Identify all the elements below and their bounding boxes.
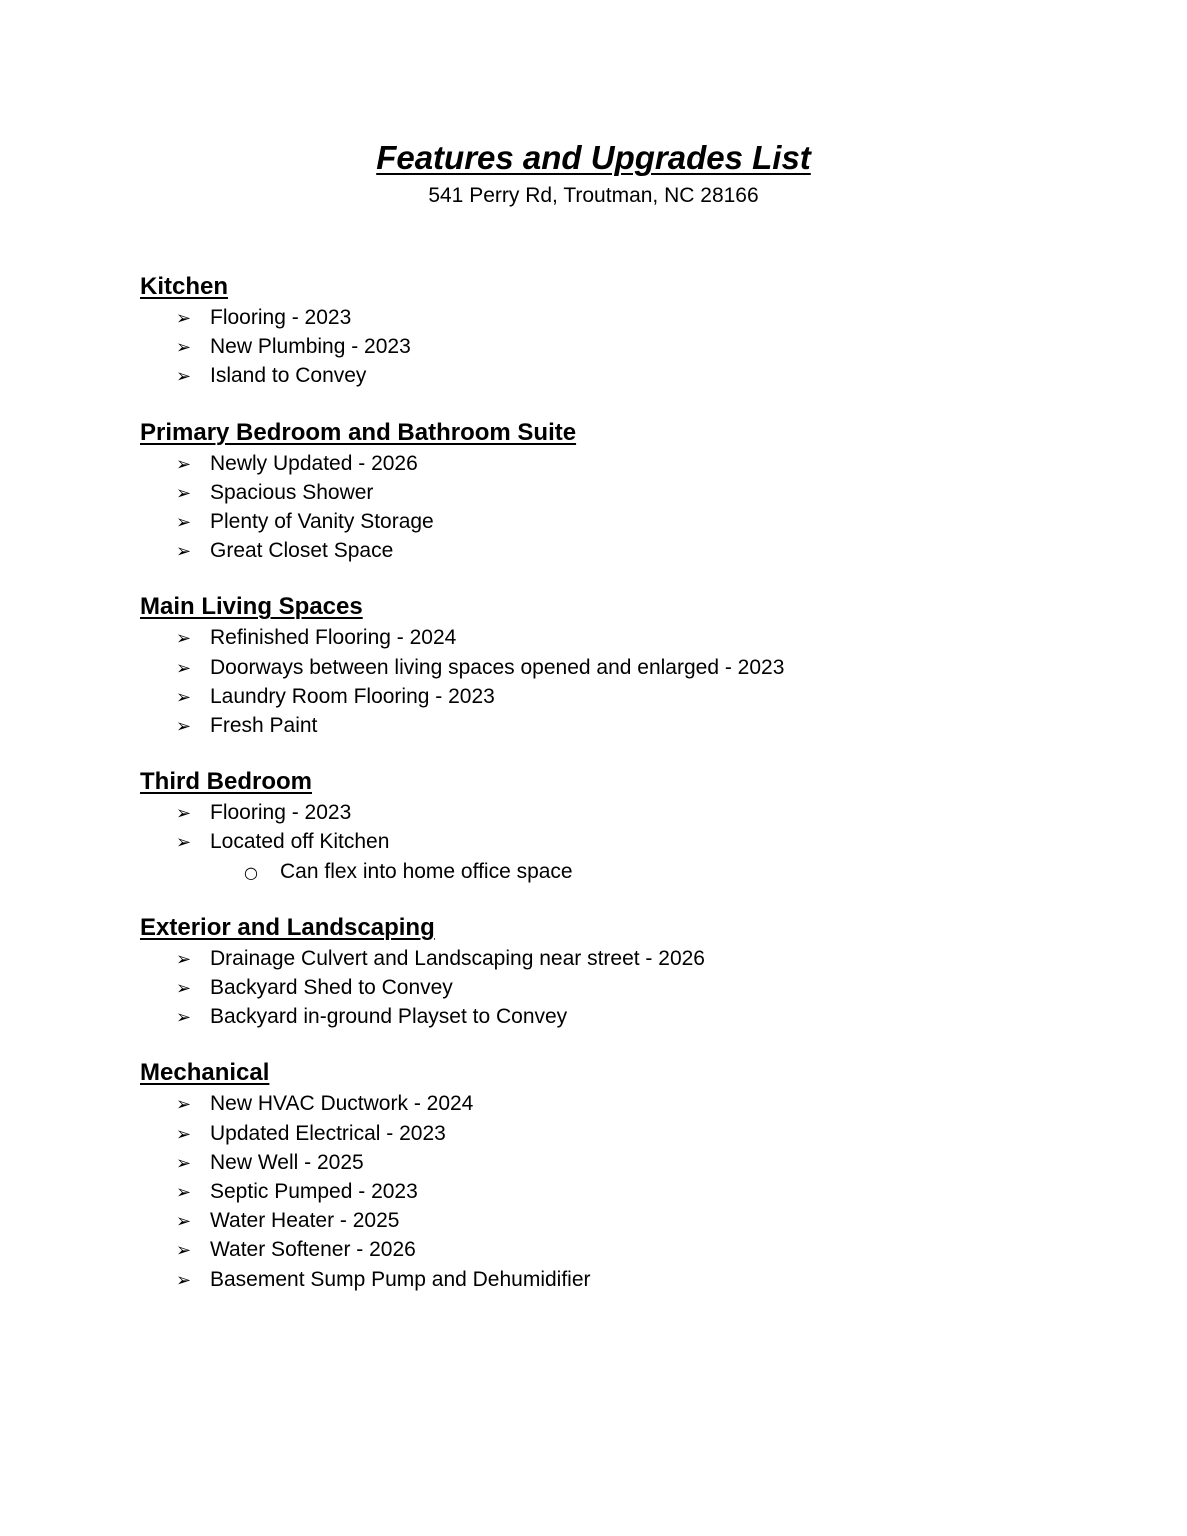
arrowhead-bullet-icon: ➢ [176, 482, 192, 504]
list-item [140, 1207, 1140, 1236]
sections-container [140, 270, 1140, 1319]
list-item-text: Backyard Shed to Convey [210, 976, 453, 1000]
arrowhead-bullet-icon: ➢ [176, 1094, 192, 1116]
list-item-text: Flooring - 2023 [210, 801, 352, 825]
list-item [140, 683, 1140, 712]
section-heading: Kitchen [140, 273, 229, 300]
list-item-text: Newly Updated - 2026 [210, 451, 418, 475]
list-item [140, 333, 1140, 362]
hollow-circle-bullet-icon: ○ [244, 862, 258, 882]
list-item-text: Water Heater - 2025 [210, 1209, 400, 1233]
list-item [140, 479, 1140, 508]
section [140, 590, 1140, 741]
list-item-text: Plenty of Vanity Storage [210, 510, 434, 534]
list-item-text: Backyard in-ground Playset to Convey [210, 1005, 568, 1029]
list-item-text: New HVAC Ductwork - 2024 [210, 1092, 474, 1116]
list-item-text: Laundry Room Flooring - 2023 [210, 684, 495, 708]
section [140, 270, 1140, 392]
list-item-text: Island to Convey [210, 364, 367, 388]
arrowhead-bullet-icon: ➢ [176, 366, 192, 388]
list-item-text: New Well - 2025 [210, 1150, 364, 1174]
list-item [140, 304, 1140, 333]
list-item [140, 450, 1140, 479]
list-item [140, 654, 1140, 683]
list-item-text: Updated Electrical - 2023 [210, 1121, 446, 1145]
sub-list-item [140, 858, 1140, 887]
arrowhead-bullet-icon: ➢ [176, 541, 192, 563]
list-item [140, 828, 1140, 857]
sub-list-item-text: Can flex into home office space [280, 859, 573, 883]
list-item [140, 537, 1140, 566]
arrowhead-bullet-icon: ➢ [176, 803, 192, 825]
arrowhead-bullet-icon: ➢ [176, 453, 192, 475]
list-item [140, 945, 1140, 974]
list-item-text: Great Closet Space [210, 539, 394, 563]
arrowhead-bullet-icon: ➢ [176, 628, 192, 650]
list-item-text: Doorways between living spaces opened and enlarged - 2023 [210, 655, 785, 679]
list-item [140, 624, 1140, 653]
list-item-text: New Plumbing - 2023 [210, 335, 411, 359]
list-item [140, 1090, 1140, 1119]
list-item-text: Flooring - 2023 [210, 306, 352, 329]
section-heading: Exterior and Landscaping [140, 913, 435, 941]
list-item-text: Fresh Paint [210, 714, 318, 738]
list-item-text: Refinished Flooring - 2024 [210, 626, 457, 650]
property-address: 541 Perry Rd, Troutman, NC 28166 [428, 184, 759, 207]
document-title: Features and Upgrades List [376, 139, 811, 176]
arrowhead-bullet-icon: ➢ [176, 1211, 192, 1233]
list-item-text: Located off Kitchen [210, 830, 390, 854]
arrowhead-bullet-icon: ➢ [176, 832, 192, 854]
arrowhead-bullet-icon: ➢ [176, 686, 192, 708]
section [140, 765, 1140, 887]
list-item [140, 1003, 1140, 1032]
list-item-text: Septic Pumped - 2023 [210, 1180, 418, 1204]
arrowhead-bullet-icon: ➢ [176, 1152, 192, 1174]
arrowhead-bullet-icon: ➢ [176, 948, 192, 970]
list-item-text: Basement Sump Pump and Dehumidifier [210, 1267, 591, 1291]
section-heading: Third Bedroom [140, 768, 312, 796]
arrowhead-bullet-icon: ➢ [176, 1123, 192, 1145]
arrowhead-bullet-icon: ➢ [176, 1182, 192, 1204]
list-item [140, 1236, 1140, 1265]
list-item [140, 1120, 1140, 1149]
section-heading: Main Living Spaces [140, 593, 363, 621]
list-item-text: Spacious Shower [210, 480, 374, 504]
arrowhead-bullet-icon: ➢ [176, 1269, 192, 1291]
list-item [140, 508, 1140, 537]
list-item [140, 362, 1140, 391]
arrowhead-bullet-icon: ➢ [176, 308, 192, 329]
list-item [140, 1178, 1140, 1207]
section-heading: Mechanical [140, 1059, 270, 1087]
arrowhead-bullet-icon: ➢ [176, 1007, 192, 1029]
section-heading: Primary Bedroom and Bathroom Suite [140, 418, 577, 446]
section [140, 911, 1140, 1033]
list-item [140, 712, 1140, 741]
list-item-text: Water Softener - 2026 [210, 1238, 416, 1262]
list-item [140, 799, 1140, 828]
arrowhead-bullet-icon: ➢ [176, 1240, 192, 1262]
arrowhead-bullet-icon: ➢ [176, 337, 192, 359]
list-item-text: Drainage Culvert and Landscaping near street - 2026 [210, 946, 705, 970]
section [140, 1056, 1140, 1294]
section [140, 416, 1140, 567]
list-item [140, 1149, 1140, 1178]
arrowhead-bullet-icon: ➢ [176, 978, 192, 1000]
arrowhead-bullet-icon: ➢ [176, 657, 192, 679]
arrowhead-bullet-icon: ➢ [176, 716, 192, 738]
list-item [140, 974, 1140, 1003]
arrowhead-bullet-icon: ➢ [176, 512, 192, 534]
list-item [140, 1266, 1140, 1295]
